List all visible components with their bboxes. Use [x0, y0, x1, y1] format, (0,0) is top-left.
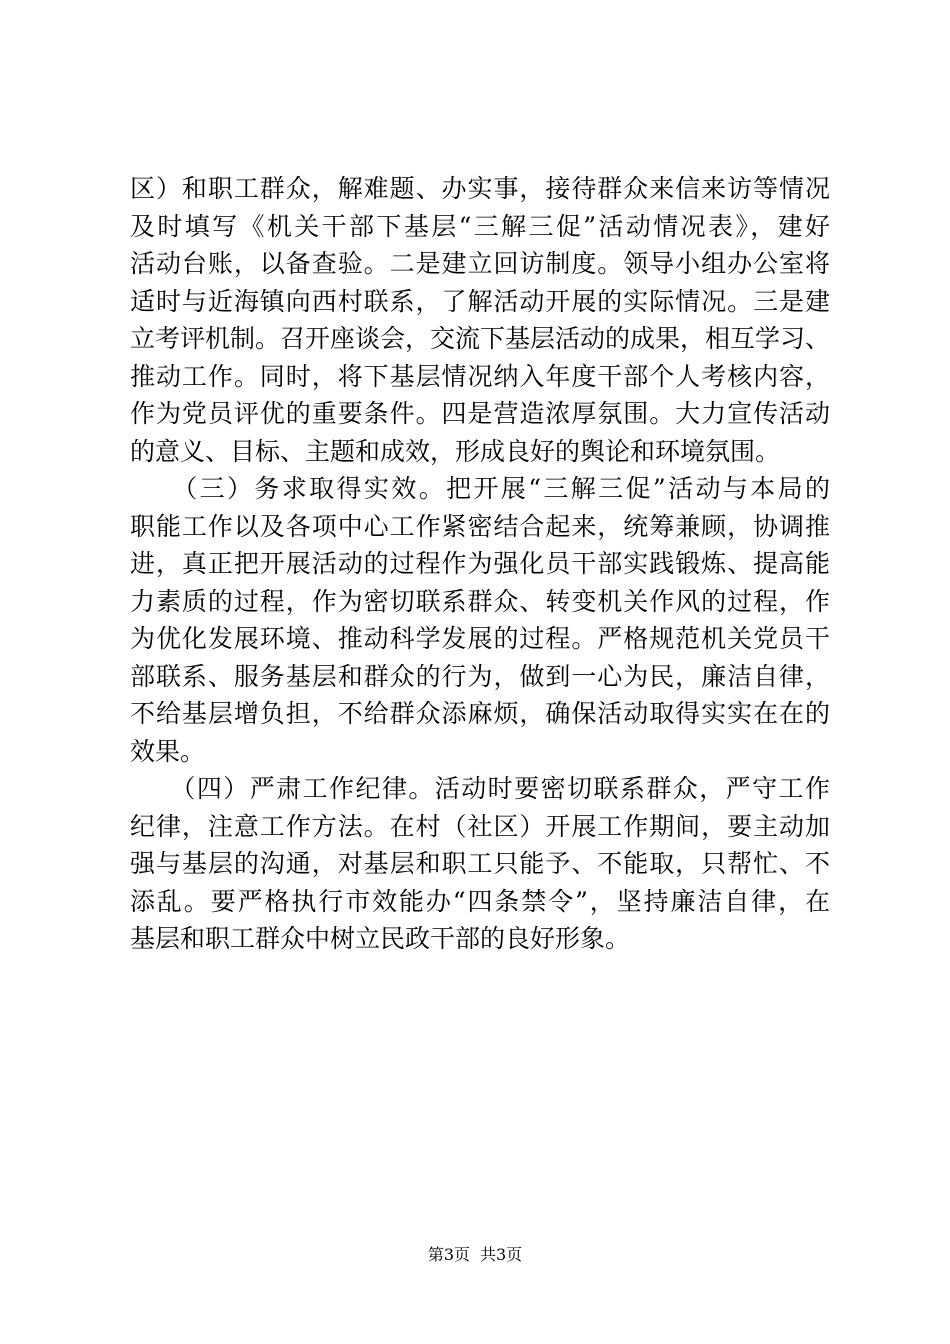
text-line-6: 推动工作。同时，将下基层情况纳入年度干部个人考核内容，: [130, 361, 830, 391]
text-line-19: 强与基层的沟通，对基层和职工只能予、不能取，只帮忙、不: [130, 849, 830, 878]
text-line-7: 作为党员评优的重要条件。四是营造浓厚氛围。大力宣传活动: [130, 399, 830, 428]
text-line-18: 纪律，注意工作方法。在村（社区）开展工作期间，要主动加: [130, 811, 830, 841]
text-line-21: 基层和职工群众中树立民政干部的良好形象。: [130, 924, 631, 953]
text-line-2: 及时填写《机关干部下基层“三解三促”活动情况表》，建好: [130, 211, 830, 241]
text-line-8: 的意义、目标、主题和成效，形成良好的舆论和环境氛围。: [130, 436, 781, 466]
text-line-17: （四）严肃工作纪律。活动时要密切联系群众，严守工作: [130, 774, 830, 803]
text-line-4: 适时与近海镇向西村联系，了解活动开展的实际情况。三是建: [130, 286, 830, 316]
text-line-13: 为优化发展环境、推动科学发展的过程。严格规范机关党员干: [130, 624, 830, 653]
text-line-14: 部联系、服务基层和群众的行为，做到一心为民，廉洁自律，: [130, 661, 830, 691]
text-line-5: 立考评机制。召开座谈会，交流下基层活动的成果，相互学习、: [130, 324, 831, 353]
text-line-9: （三）务求取得实效。把开展“三解三促”活动与本局的: [130, 474, 830, 503]
page-number-current: 第3页: [427, 1245, 470, 1264]
text-line-11: 进，真正把开展活动的过程作为强化员干部实践锻炼、提高能: [130, 549, 830, 578]
text-line-16: 效果。: [130, 736, 206, 766]
text-line-1: 区）和职工群众，解难题、办实事，接待群众来信来访等情况: [130, 174, 830, 203]
page-number-total: 共3页: [480, 1245, 523, 1264]
document-body: [130, 170, 830, 958]
text-line-12: 力素质的过程，作为密切联系群众、转变机关作风的过程，作: [130, 586, 830, 616]
text-line-15: 不给基层增负担，不给群众添麻烦，确保活动取得实实在在的: [130, 699, 830, 728]
text-line-10: 职能工作以及各项中心工作紧密结合起来，统筹兼顾，协调推: [130, 511, 830, 541]
text-line-3: 活动台账，以备查验。二是建立回访制度。领导小组办公室将: [130, 249, 830, 278]
text-line-20: 添乱。要严格执行市效能办“四条禁令”，坚持廉洁自律，在: [130, 886, 830, 916]
page-footer: [0, 1243, 950, 1267]
